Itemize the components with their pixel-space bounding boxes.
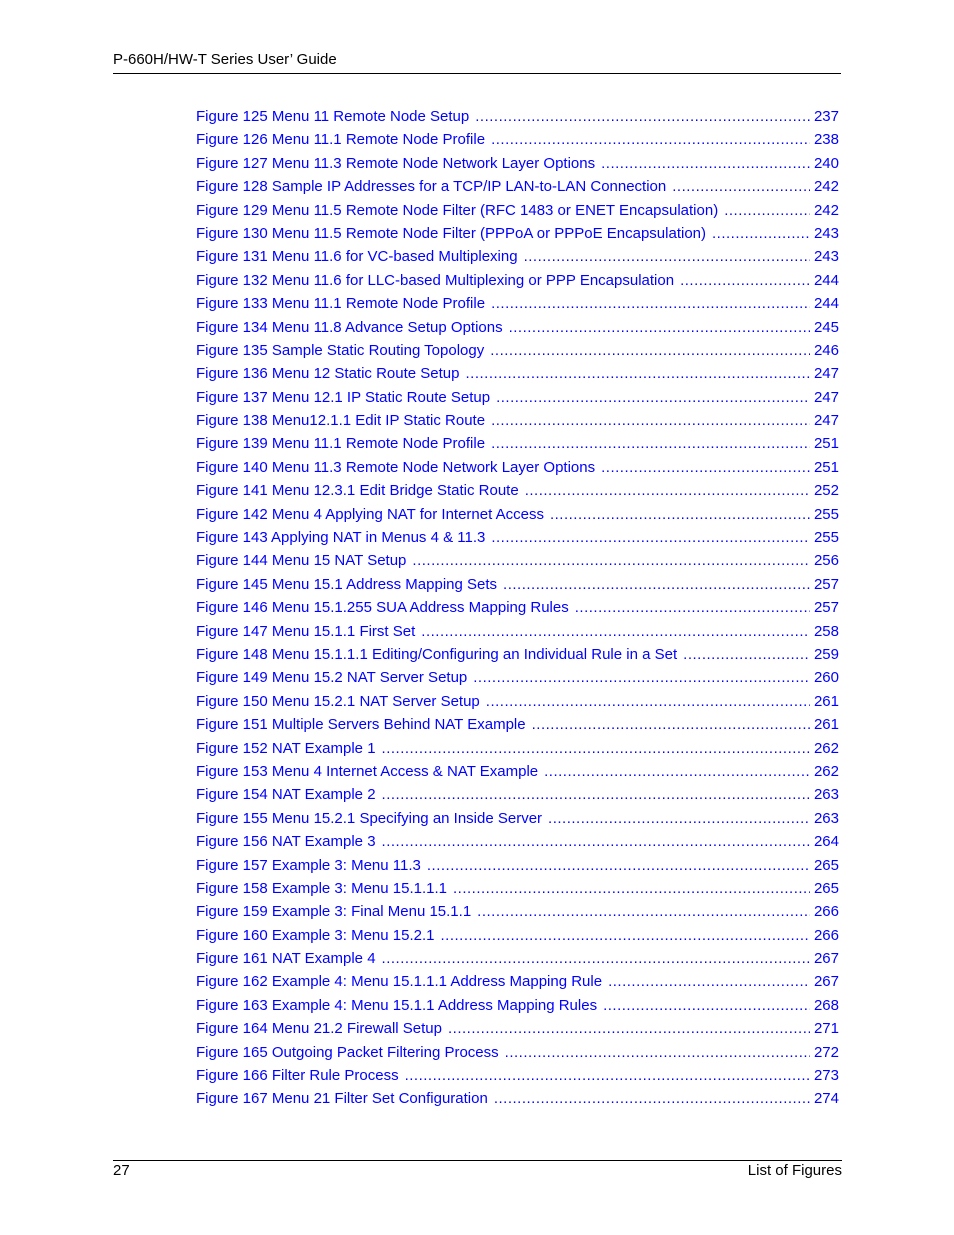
toc-entry-link[interactable] bbox=[196, 199, 839, 222]
toc-entry-link[interactable] bbox=[196, 222, 839, 245]
toc-dot-leader bbox=[473, 666, 810, 689]
toc-entry-title: Figure 137 Menu 12.1 IP Static Route Setup bbox=[196, 388, 491, 406]
toc-entry-link[interactable] bbox=[196, 1064, 839, 1087]
toc-entry-page: 261 bbox=[813, 716, 839, 734]
toc-entry-title: Figure 161 NAT Example 4 bbox=[196, 950, 376, 968]
toc-entry-link[interactable] bbox=[196, 877, 839, 900]
toc-entry-title: Figure 151 Multiple Servers Behind NAT Example bbox=[196, 716, 526, 734]
toc-entry-title: Figure 139 Menu 11.1 Remote Node Profile bbox=[196, 435, 486, 453]
toc-dot-leader bbox=[412, 549, 810, 572]
toc-entry-link[interactable] bbox=[196, 807, 839, 830]
toc-entry-page: 247 bbox=[813, 365, 839, 383]
toc-entry-page: 251 bbox=[813, 458, 839, 476]
toc-entry-title: Figure 164 Menu 21.2 Firewall Setup bbox=[196, 1020, 442, 1038]
toc-entry-title: Figure 135 Sample Static Routing Topology bbox=[196, 341, 485, 359]
toc-entry-page: 240 bbox=[813, 154, 839, 172]
toc-dot-leader bbox=[503, 573, 810, 596]
toc-dot-leader bbox=[382, 830, 810, 853]
toc-entry-page: 266 bbox=[813, 926, 839, 944]
toc-entry-title: Figure 165 Outgoing Packet Filtering Process bbox=[196, 1043, 499, 1061]
toc-entry-link[interactable] bbox=[196, 526, 839, 549]
toc-entry-page: 265 bbox=[813, 856, 839, 874]
toc-entry-link[interactable] bbox=[196, 456, 839, 479]
toc-entry-link[interactable] bbox=[196, 643, 839, 666]
toc-entry-page: 258 bbox=[813, 622, 839, 640]
toc-entry-page: 259 bbox=[813, 645, 839, 663]
toc-entry-link[interactable] bbox=[196, 690, 839, 713]
toc-entry-link[interactable] bbox=[196, 175, 839, 198]
toc-entry-link[interactable] bbox=[196, 362, 839, 385]
toc-entry-title: Figure 138 Menu12.1.1 Edit IP Static Route bbox=[196, 412, 486, 430]
toc-dot-leader bbox=[525, 479, 810, 502]
toc-dot-leader bbox=[608, 970, 810, 993]
toc-entry-title: Figure 167 Menu 21 Filter Set Configuration bbox=[196, 1090, 488, 1108]
toc-dot-leader bbox=[475, 105, 810, 128]
toc-entry-title: Figure 126 Menu 11.1 Remote Node Profile bbox=[196, 131, 486, 149]
toc-entry-title: Figure 148 Menu 15.1.1.1 Editing/Configuring an Individual Rule in a Set bbox=[196, 645, 678, 663]
toc-entry-page: 255 bbox=[813, 529, 839, 547]
toc-entry-page: 251 bbox=[813, 435, 839, 453]
toc-dot-leader bbox=[548, 807, 810, 830]
toc-entry-title: Figure 153 Menu 4 Internet Access & NAT Example bbox=[196, 762, 539, 780]
toc-dot-leader bbox=[575, 596, 810, 619]
toc-entry-title: Figure 150 Menu 15.2.1 NAT Server Setup bbox=[196, 692, 480, 710]
toc-dot-leader bbox=[486, 690, 810, 713]
toc-entry-link[interactable] bbox=[196, 105, 839, 128]
toc-dot-leader bbox=[601, 152, 810, 175]
toc-entry-page: 272 bbox=[813, 1043, 839, 1061]
toc-entry-title: Figure 158 Example 3: Menu 15.1.1.1 bbox=[196, 879, 447, 897]
toc-dot-leader bbox=[477, 900, 810, 923]
running-header: P-660H/HW-T Series User’ Guide bbox=[113, 51, 337, 68]
toc-entry-page: 268 bbox=[813, 996, 839, 1014]
toc-dot-leader bbox=[466, 362, 810, 385]
toc-entry-title: Figure 162 Example 4: Menu 15.1.1.1 Address Mapping Rule bbox=[196, 973, 603, 991]
toc-dot-leader bbox=[491, 409, 810, 432]
toc-dot-leader bbox=[491, 432, 810, 455]
toc-entry-title: Figure 147 Menu 15.1.1 First Set bbox=[196, 622, 416, 640]
toc-entry-link[interactable] bbox=[196, 1017, 839, 1040]
toc-entry-page: 252 bbox=[813, 482, 839, 500]
toc-dot-leader bbox=[544, 760, 810, 783]
toc-entry-page: 247 bbox=[813, 388, 839, 406]
toc-dot-leader bbox=[440, 924, 809, 947]
toc-entry-link[interactable] bbox=[196, 1041, 839, 1064]
list-of-figures bbox=[196, 105, 839, 1111]
toc-entry-page: 267 bbox=[813, 950, 839, 968]
toc-dot-leader bbox=[550, 503, 810, 526]
toc-entry-link[interactable] bbox=[196, 409, 839, 432]
toc-entry-page: 257 bbox=[813, 575, 839, 593]
toc-entry-link[interactable] bbox=[196, 128, 839, 151]
toc-entry-page: 263 bbox=[813, 809, 839, 827]
toc-entry-page: 265 bbox=[813, 879, 839, 897]
toc-entry-link[interactable] bbox=[196, 737, 839, 760]
toc-entry-link[interactable] bbox=[196, 479, 839, 502]
toc-dot-leader bbox=[427, 854, 810, 877]
toc-entry-title: Figure 143 Applying NAT in Menus 4 & 11.3 bbox=[196, 529, 486, 547]
toc-entry-page: 238 bbox=[813, 131, 839, 149]
toc-entry-link[interactable] bbox=[196, 339, 839, 362]
toc-entry-link[interactable] bbox=[196, 503, 839, 526]
toc-entry-page: 262 bbox=[813, 762, 839, 780]
toc-dot-leader bbox=[509, 316, 810, 339]
toc-dot-leader bbox=[601, 456, 810, 479]
toc-entry-link[interactable] bbox=[196, 900, 839, 923]
toc-dot-leader bbox=[448, 1017, 810, 1040]
toc-dot-leader bbox=[382, 783, 810, 806]
toc-entry-page: 267 bbox=[813, 973, 839, 991]
toc-entry-title: Figure 146 Menu 15.1.255 SUA Address Mapping Rules bbox=[196, 599, 569, 617]
toc-entry-title: Figure 125 Menu 11 Remote Node Setup bbox=[196, 108, 470, 125]
header-divider bbox=[113, 73, 841, 74]
toc-entry-page: 243 bbox=[813, 224, 839, 242]
toc-entry-link[interactable] bbox=[196, 432, 839, 455]
toc-dot-leader bbox=[672, 175, 810, 198]
toc-entry-link[interactable] bbox=[196, 970, 839, 993]
toc-entry-title: Figure 159 Example 3: Final Menu 15.1.1 bbox=[196, 903, 472, 921]
footer-divider bbox=[113, 1160, 842, 1161]
toc-entry-page: 262 bbox=[813, 739, 839, 757]
toc-entry-title: Figure 140 Menu 11.3 Remote Node Network Layer Options bbox=[196, 458, 596, 476]
toc-entry-page: 243 bbox=[813, 248, 839, 266]
toc-entry-page: 247 bbox=[813, 412, 839, 430]
toc-dot-leader bbox=[382, 947, 810, 970]
toc-entry-title: Figure 133 Menu 11.1 Remote Node Profile bbox=[196, 295, 486, 313]
toc-entry-page: 256 bbox=[813, 552, 839, 570]
toc-entry-link[interactable] bbox=[196, 573, 839, 596]
toc-dot-leader bbox=[382, 737, 810, 760]
toc-entry-link[interactable] bbox=[196, 386, 839, 409]
toc-entry-title: Figure 149 Menu 15.2 NAT Server Setup bbox=[196, 669, 468, 687]
toc-entry-title: Figure 145 Menu 15.1 Address Mapping Sets bbox=[196, 575, 498, 593]
toc-entry-link[interactable] bbox=[196, 245, 839, 268]
footer-section-title: List of Figures bbox=[747, 1162, 842, 1179]
toc-dot-leader bbox=[603, 994, 810, 1017]
toc-entry-title: Figure 131 Menu 11.6 for VC-based Multiplexing bbox=[196, 248, 518, 266]
toc-dot-leader bbox=[683, 643, 810, 666]
toc-entry-title: Figure 130 Menu 11.5 Remote Node Filter (PPPoA or PPPoE Encapsulation) bbox=[196, 224, 706, 242]
toc-dot-leader bbox=[712, 222, 810, 245]
toc-dot-leader bbox=[490, 339, 810, 362]
toc-dot-leader bbox=[491, 526, 810, 549]
toc-entry-page: 244 bbox=[813, 295, 839, 313]
toc-dot-leader bbox=[421, 620, 810, 643]
toc-entry-title: Figure 155 Menu 15.2.1 Specifying an Inside Server bbox=[196, 809, 543, 827]
toc-entry-page: 266 bbox=[813, 903, 839, 921]
toc-entry-link[interactable] bbox=[196, 830, 839, 853]
toc-entry-link[interactable] bbox=[196, 947, 839, 970]
toc-entry-link[interactable] bbox=[196, 854, 839, 877]
toc-entry-page: 264 bbox=[813, 833, 839, 851]
toc-entry-title: Figure 163 Example 4: Menu 15.1.1 Address Mapping Rules bbox=[196, 996, 598, 1014]
toc-dot-leader bbox=[494, 1087, 810, 1110]
toc-dot-leader bbox=[724, 199, 810, 222]
toc-entry-title: Figure 129 Menu 11.5 Remote Node Filter (RFC 1483 or ENET Encapsulation) bbox=[196, 201, 719, 219]
toc-dot-leader bbox=[405, 1064, 810, 1087]
toc-entry-link[interactable] bbox=[196, 1087, 839, 1110]
toc-entry-title: Figure 128 Sample IP Addresses for a TCP/IP LAN-to-LAN Connection bbox=[196, 178, 667, 196]
toc-entry-page: 261 bbox=[813, 692, 839, 710]
toc-entry-title: Figure 160 Example 3: Menu 15.2.1 bbox=[196, 926, 435, 944]
toc-entry-page: 260 bbox=[813, 669, 839, 687]
toc-dot-leader bbox=[524, 245, 810, 268]
toc-entry-title: Figure 136 Menu 12 Static Route Setup bbox=[196, 365, 460, 383]
toc-dot-leader bbox=[680, 269, 810, 292]
page-number: 27 bbox=[113, 1162, 130, 1179]
toc-entry-page: 257 bbox=[813, 599, 839, 617]
toc-entry-page: 273 bbox=[813, 1067, 839, 1085]
toc-entry-link[interactable] bbox=[196, 924, 839, 947]
toc-dot-leader bbox=[453, 877, 810, 900]
toc-entry-page: 274 bbox=[813, 1090, 839, 1108]
toc-entry-title: Figure 132 Menu 11.6 for LLC-based Multiplexing or PPP Encapsulation bbox=[196, 271, 675, 289]
toc-dot-leader bbox=[505, 1041, 810, 1064]
toc-entry-title: Figure 154 NAT Example 2 bbox=[196, 786, 376, 804]
toc-entry-title: Figure 157 Example 3: Menu 11.3 bbox=[196, 856, 421, 874]
toc-entry-link[interactable] bbox=[196, 292, 839, 315]
toc-entry-page: 246 bbox=[813, 341, 839, 359]
toc-entry-page: 242 bbox=[813, 178, 839, 196]
toc-entry-link[interactable] bbox=[196, 620, 839, 643]
toc-entry-title: Figure 152 NAT Example 1 bbox=[196, 739, 376, 757]
toc-dot-leader bbox=[496, 386, 810, 409]
toc-dot-leader bbox=[532, 713, 810, 736]
toc-entry-title: Figure 144 Menu 15 NAT Setup bbox=[196, 552, 407, 570]
toc-entry-link[interactable] bbox=[196, 316, 839, 339]
toc-entry-link[interactable] bbox=[196, 666, 839, 689]
toc-entry-link[interactable] bbox=[196, 783, 839, 806]
toc-entry-link[interactable] bbox=[196, 269, 839, 292]
toc-entry-title: Figure 134 Menu 11.8 Advance Setup Options bbox=[196, 318, 503, 336]
toc-entry-link[interactable] bbox=[196, 596, 839, 619]
toc-entry-page: 271 bbox=[813, 1020, 839, 1038]
toc-entry-title: Figure 127 Menu 11.3 Remote Node Network Layer Options bbox=[196, 154, 596, 172]
toc-entry-link[interactable] bbox=[196, 760, 839, 783]
toc-dot-leader bbox=[491, 292, 810, 315]
toc-entry-page: 244 bbox=[813, 271, 839, 289]
toc-entry-page: 245 bbox=[813, 318, 839, 336]
toc-entry-link[interactable] bbox=[196, 152, 839, 175]
toc-entry-page: 263 bbox=[813, 786, 839, 804]
toc-entry-link[interactable] bbox=[196, 549, 839, 572]
toc-entry-title: Figure 156 NAT Example 3 bbox=[196, 833, 376, 851]
toc-entry-title: Figure 166 Filter Rule Process bbox=[196, 1067, 399, 1085]
toc-entry-page: 242 bbox=[813, 201, 839, 219]
toc-entry-page: 255 bbox=[813, 505, 839, 523]
toc-entry-link[interactable] bbox=[196, 713, 839, 736]
toc-entry-title: Figure 142 Menu 4 Applying NAT for Internet Access bbox=[196, 505, 544, 523]
toc-entry-link[interactable] bbox=[196, 994, 839, 1017]
toc-dot-leader bbox=[491, 128, 810, 151]
toc-entry-title: Figure 141 Menu 12.3.1 Edit Bridge Static Route bbox=[196, 482, 519, 500]
toc-entry-page: 237 bbox=[813, 108, 839, 125]
